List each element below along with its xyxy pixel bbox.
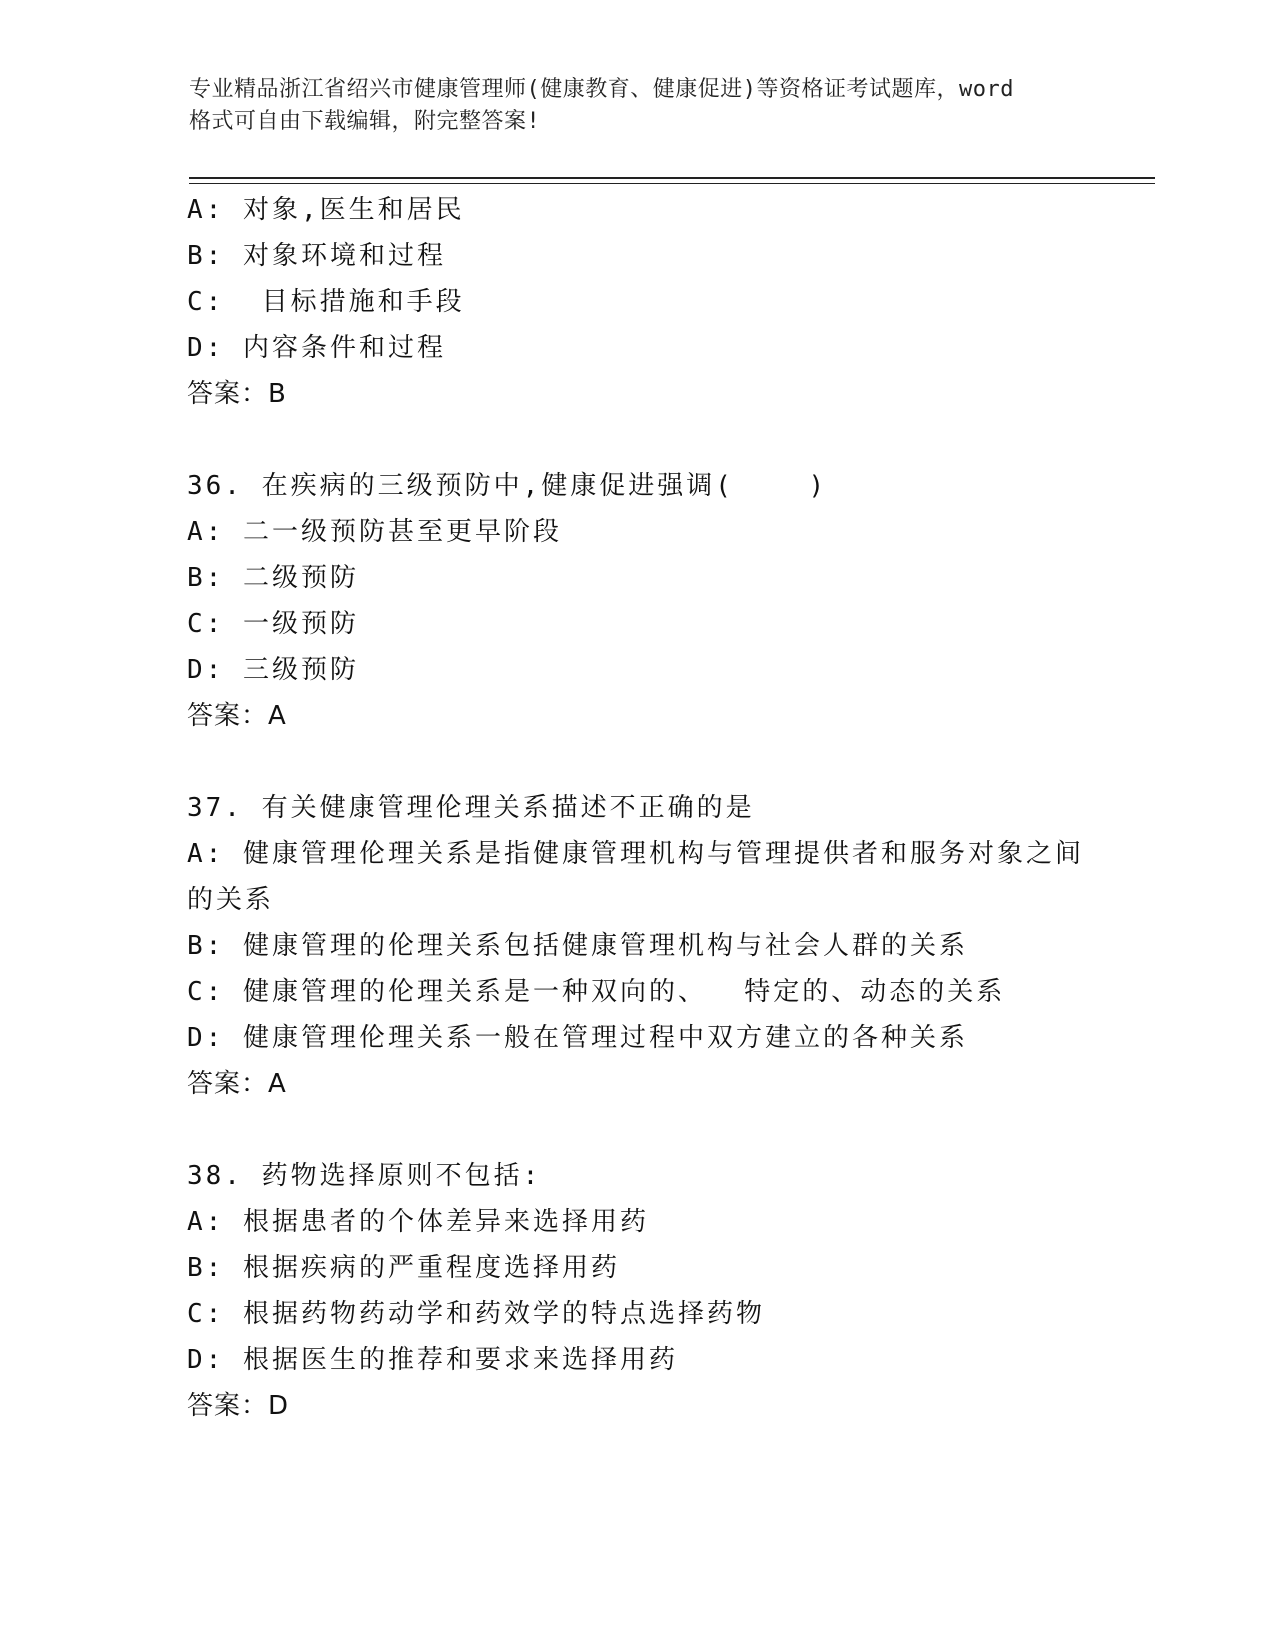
question-38 <box>187 1153 1117 1429</box>
question-stem: 38. 药物选择原则不包括: <box>187 1161 542 1191</box>
spacer <box>187 739 1117 785</box>
header-divider-thin <box>189 183 1155 184</box>
header-line-1: 专业精品浙江省绍兴市健康管理师(健康教育、健康促进)等资格证考试题库，word <box>189 77 1014 102</box>
option-a: A: 健康管理伦理关系是指健康管理机构与管理提供者和服务对象之间 <box>187 839 1084 869</box>
option-a: A: 根据患者的个体差异来选择用药 <box>187 1207 649 1237</box>
document-header <box>189 74 1089 138</box>
option-b: B: 对象环境和过程 <box>187 241 446 271</box>
question-35 <box>187 187 1117 417</box>
answer: 答案：A <box>187 701 287 731</box>
option-c: C: 一级预防 <box>187 609 359 639</box>
header-divider-thick <box>189 177 1155 179</box>
answer: 答案：A <box>187 1069 287 1099</box>
header-line-2: 格式可自由下载编辑，附完整答案! <box>189 109 541 134</box>
option-b: B: 健康管理的伦理关系包括健康管理机构与社会人群的关系 <box>187 931 968 961</box>
option-b: B: 二级预防 <box>187 563 359 593</box>
option-d: D: 三级预防 <box>187 655 359 685</box>
option-a: A: 对象,医生和居民 <box>187 195 465 225</box>
option-c: C: 健康管理的伦理关系是一种双向的、 特定的、动态的关系 <box>187 977 1006 1007</box>
option-b: B: 根据疾病的严重程度选择用药 <box>187 1253 620 1283</box>
spacer <box>187 1107 1117 1153</box>
question-list <box>187 187 1117 1429</box>
option-a-continued: 的关系 <box>187 885 275 915</box>
option-d: D: 根据医生的推荐和要求来选择用药 <box>187 1345 678 1375</box>
answer: 答案：D <box>187 1391 290 1421</box>
option-c: C: 根据药物药动学和药效学的特点选择药物 <box>187 1299 765 1329</box>
question-36 <box>187 463 1117 739</box>
question-37 <box>187 785 1117 1107</box>
question-stem: 37. 有关健康管理伦理关系描述不正确的是 <box>187 793 755 823</box>
option-d: D: 内容条件和过程 <box>187 333 446 363</box>
option-a: A: 二一级预防甚至更早阶段 <box>187 517 562 547</box>
spacer <box>187 417 1117 463</box>
answer: 答案：B <box>187 379 287 409</box>
question-stem: 36. 在疾病的三级预防中,健康促进强调( ) <box>187 471 828 501</box>
option-c: C: 目标措施和手段 <box>187 287 465 317</box>
option-d: D: 健康管理伦理关系一般在管理过程中双方建立的各种关系 <box>187 1023 968 1053</box>
